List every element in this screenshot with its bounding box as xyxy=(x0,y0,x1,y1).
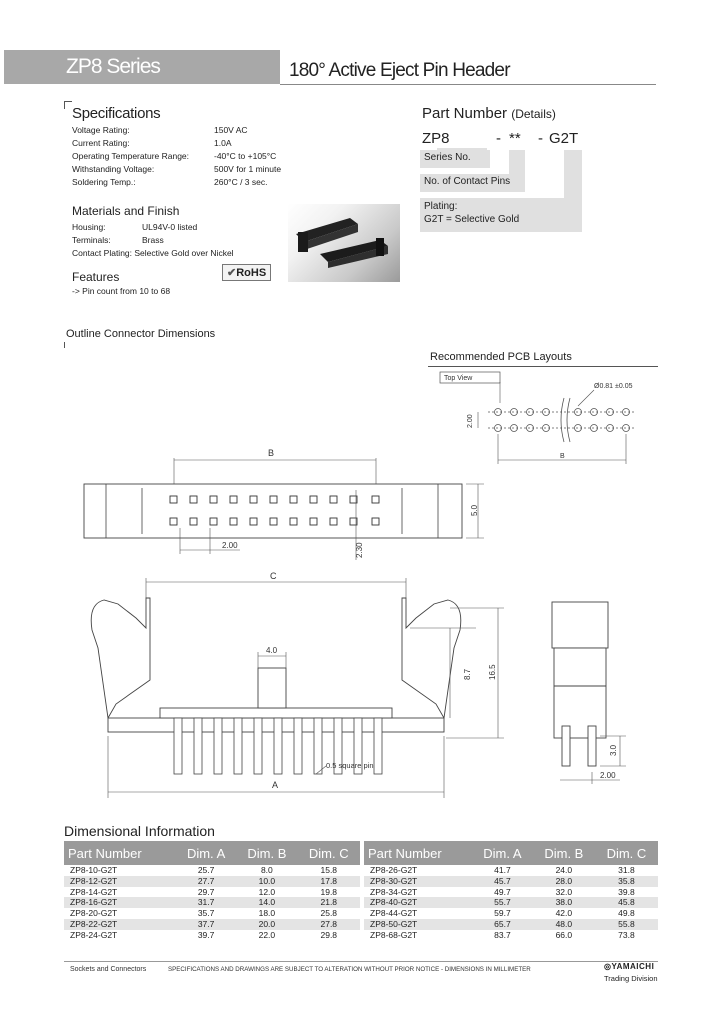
brand-icon: ◎ xyxy=(604,962,612,971)
cell-c: 25.8 xyxy=(320,908,338,919)
plating-value: G2T = Selective Gold xyxy=(424,214,520,225)
part-dash-1: - xyxy=(496,130,501,147)
spec-value: 1.0A xyxy=(214,138,232,148)
pcb-pitch-label: 2.00 xyxy=(467,414,474,428)
hole-leader xyxy=(578,390,594,406)
pin-note-label: 0.5 square pin xyxy=(326,761,374,770)
top-view-label: Top View xyxy=(444,375,473,382)
cell-part: ZP8-16-G2T xyxy=(64,897,176,908)
features-heading: Features xyxy=(72,270,120,284)
cell-c: 29.8 xyxy=(320,929,338,940)
spec-value: 500V for 1 minute xyxy=(214,164,282,174)
part-number-details: (Details) xyxy=(511,107,556,121)
contact-pins-box xyxy=(420,174,525,192)
table-row xyxy=(64,887,360,898)
cell-c: 73.8 xyxy=(618,929,635,940)
table-row xyxy=(364,865,658,876)
cell-c: 15.8 xyxy=(320,865,338,875)
cell-part: ZP8-34-G2T xyxy=(370,886,418,897)
check-icon: ✔ xyxy=(227,267,237,279)
material-value: Brass xyxy=(142,235,164,245)
spec-label: Operating Temperature Range: xyxy=(72,151,190,161)
pcb-holes xyxy=(488,398,634,442)
rohs-badge xyxy=(222,264,271,281)
part-code-1: ZP8 xyxy=(422,130,450,147)
cell-part: ZP8-40-G2T xyxy=(364,897,472,908)
series-title: ZP8 Series xyxy=(66,55,160,78)
cell-part: ZP8-10-G2T xyxy=(70,865,118,875)
col-dim-b: Dim. B xyxy=(236,841,297,865)
cell-c: 17.8 xyxy=(298,876,360,887)
cell-c: 35.8 xyxy=(595,876,658,887)
specifications-heading: Specifications xyxy=(72,105,161,122)
spec-row xyxy=(72,150,281,163)
cell-c: 45.8 xyxy=(595,897,658,908)
cell-b: 38.0 xyxy=(533,897,595,908)
table-header-row xyxy=(364,841,658,865)
pitch-v-label: 2.30 xyxy=(355,542,364,558)
col-dim-a: Dim. A xyxy=(176,841,236,865)
spec-row xyxy=(72,137,281,150)
material-label: Terminals: xyxy=(72,235,111,245)
cell-b: 20.0 xyxy=(236,919,297,930)
spec-row xyxy=(72,163,281,176)
dimensions-heading: Dimensional Information xyxy=(64,823,215,839)
cell-b: 18.0 xyxy=(258,908,276,919)
spec-value: -40°C to +105°C xyxy=(214,151,277,161)
cell-a: 25.7 xyxy=(197,865,215,875)
spec-row xyxy=(72,124,281,137)
cell-a: 29.7 xyxy=(197,886,215,897)
cell-c: 31.8 xyxy=(618,865,635,875)
material-value: UL94V-0 listed xyxy=(142,222,198,232)
cell-b: 24.0 xyxy=(555,865,573,875)
cell-a: 65.7 xyxy=(472,919,533,930)
cell-part: ZP8-14-G2T xyxy=(70,886,118,897)
cell-b: 28.0 xyxy=(533,876,595,887)
materials-heading: Materials and Finish xyxy=(72,204,180,218)
part-dash-2: - xyxy=(538,130,543,147)
table-row xyxy=(364,919,658,930)
plating-box xyxy=(420,198,582,232)
col-dim-c: Dim. C xyxy=(595,841,658,865)
cell-part: ZP8-22-G2T xyxy=(64,919,176,930)
spec-row xyxy=(72,176,281,189)
product-photo xyxy=(288,204,400,282)
col-part-number: Part Number xyxy=(364,841,472,865)
cell-c: 39.8 xyxy=(618,886,635,897)
spec-label: Voltage Rating: xyxy=(72,125,130,135)
spec-value: 260°C / 3 sec. xyxy=(214,177,268,187)
table-row xyxy=(64,908,360,919)
materials-list xyxy=(72,221,234,260)
material-row xyxy=(72,234,234,247)
part-number-heading xyxy=(422,105,556,122)
col-dim-c: Dim. C xyxy=(298,841,360,865)
table-row xyxy=(364,897,658,908)
brand-logo xyxy=(604,962,654,971)
plating-label: Plating: xyxy=(424,201,458,212)
cell-b: 10.0 xyxy=(236,876,297,887)
cell-a: 55.7 xyxy=(472,897,533,908)
pn-connector-2 xyxy=(509,150,525,174)
table-row xyxy=(64,897,360,908)
cell-part: ZP8-50-G2T xyxy=(364,919,472,930)
cell-part: ZP8-20-G2T xyxy=(70,908,118,919)
brand-name: YAMAICHI xyxy=(611,962,655,971)
pcb-heading: Recommended PCB Layouts xyxy=(430,351,572,363)
footer-left: Sockets and Connectors xyxy=(70,966,147,973)
col-dim-a: Dim. A xyxy=(472,841,533,865)
dimensions-table-left xyxy=(64,841,360,941)
cell-b: 42.0 xyxy=(555,908,573,919)
h2-label: 16.5 xyxy=(488,664,497,680)
cell-part: ZP8-44-G2T xyxy=(370,908,418,919)
h1-label: 8.7 xyxy=(463,668,472,680)
page-title: 180° Active Eject Pin Header xyxy=(289,60,510,81)
features-item: -> Pin count from 10 to 68 xyxy=(72,286,171,296)
pcb-rule xyxy=(428,366,658,367)
cell-b: 14.0 xyxy=(236,897,297,908)
brand-division: Trading Division xyxy=(604,974,658,983)
connector-photo-illustration xyxy=(288,204,400,282)
cell-c: 21.8 xyxy=(298,897,360,908)
pcb-b-label: B xyxy=(560,453,565,460)
side-body xyxy=(552,602,608,766)
cell-a: 45.7 xyxy=(472,876,533,887)
part-code-3: G2T xyxy=(549,130,579,147)
cell-part: ZP8-24-G2T xyxy=(70,929,118,940)
a-label: A xyxy=(272,780,279,790)
spec-value: 150V AC xyxy=(214,125,248,135)
cell-part: ZP8-68-G2T xyxy=(370,929,418,940)
material-row xyxy=(72,221,234,234)
part-number-title: Part Number xyxy=(422,105,508,122)
cell-b: 48.0 xyxy=(533,919,595,930)
cell-b: 22.0 xyxy=(258,929,276,940)
spec-label: Soldering Temp.: xyxy=(72,177,136,187)
cell-a: 37.7 xyxy=(176,919,236,930)
cell-b: 32.0 xyxy=(555,886,573,897)
table-row xyxy=(64,865,360,876)
spec-label: Current Rating: xyxy=(72,138,130,148)
contact-plating: Contact Plating: Selective Gold over Nickel xyxy=(72,248,234,258)
series-no-label: Series No. xyxy=(424,152,471,163)
pn-connector-3 xyxy=(564,150,582,198)
connector-body-top xyxy=(84,484,462,538)
cell-part: ZP8-26-G2T xyxy=(370,865,418,875)
cell-part: ZP8-30-G2T xyxy=(364,876,472,887)
footer-notice: SPECIFICATIONS AND DRAWINGS ARE SUBJECT TO ALTERATION WITHOUT PRIOR NOTICE - DIMENSIONS IN MILLIMETER xyxy=(168,966,531,973)
table-row xyxy=(64,919,360,930)
specifications-list xyxy=(72,124,281,189)
hole-dim-label: Ø0.81 ±0.05 xyxy=(594,383,633,390)
latch-width-label: 4.0 xyxy=(266,646,278,655)
header-rule xyxy=(280,84,656,85)
dimensions-table-right xyxy=(364,841,658,941)
material-label: Housing: xyxy=(72,222,106,232)
cell-a: 39.7 xyxy=(197,929,215,940)
footer-rule xyxy=(64,961,658,962)
table-row xyxy=(364,876,658,887)
cell-c: 27.8 xyxy=(298,919,360,930)
table-row xyxy=(364,930,658,941)
outline-heading: Outline Connector Dimensions xyxy=(66,328,216,340)
table-header-row xyxy=(64,841,360,865)
cell-a: 27.7 xyxy=(176,876,236,887)
cell-a: 35.7 xyxy=(197,908,215,919)
front-view-drawing xyxy=(80,568,510,804)
height-top-label: 5.0 xyxy=(470,504,479,516)
col-dim-b: Dim. B xyxy=(533,841,595,865)
cell-b: 66.0 xyxy=(555,929,573,940)
b-label: B xyxy=(268,448,275,458)
cell-c: 19.8 xyxy=(320,886,338,897)
side-view-drawing xyxy=(540,596,640,792)
table-row xyxy=(64,930,360,941)
col-part-number: Part Number xyxy=(64,841,176,865)
table-row xyxy=(64,876,360,887)
cell-a: 41.7 xyxy=(494,865,511,875)
table-row xyxy=(364,887,658,898)
part-code-2: ** xyxy=(509,130,521,147)
top-view-drawing xyxy=(80,440,500,570)
rohs-label: RoHS xyxy=(236,267,267,279)
cell-a: 49.7 xyxy=(494,886,511,897)
cell-c: 55.8 xyxy=(595,919,658,930)
connector-body-front xyxy=(91,598,461,732)
cell-c: 49.8 xyxy=(618,908,635,919)
contact-pins-label: No. of Contact Pins xyxy=(424,176,511,187)
cell-part: ZP8-12-G2T xyxy=(64,876,176,887)
c-label: C xyxy=(270,571,277,581)
cell-b: 8.0 xyxy=(260,865,273,875)
table-row xyxy=(364,908,658,919)
side-width-label: 2.00 xyxy=(600,771,616,780)
side-height-label: 3.0 xyxy=(609,744,618,756)
corner-mark xyxy=(64,101,72,109)
cell-b: 12.0 xyxy=(258,886,276,897)
cell-a: 83.7 xyxy=(494,929,511,940)
spec-label: Withstanding Voltage: xyxy=(72,164,155,174)
series-banner xyxy=(4,50,280,84)
cell-a: 31.7 xyxy=(176,897,236,908)
outline-mark xyxy=(64,342,65,348)
series-no-box xyxy=(420,150,490,168)
cell-a: 59.7 xyxy=(494,908,511,919)
pitch-h-label: 2.00 xyxy=(222,541,238,550)
